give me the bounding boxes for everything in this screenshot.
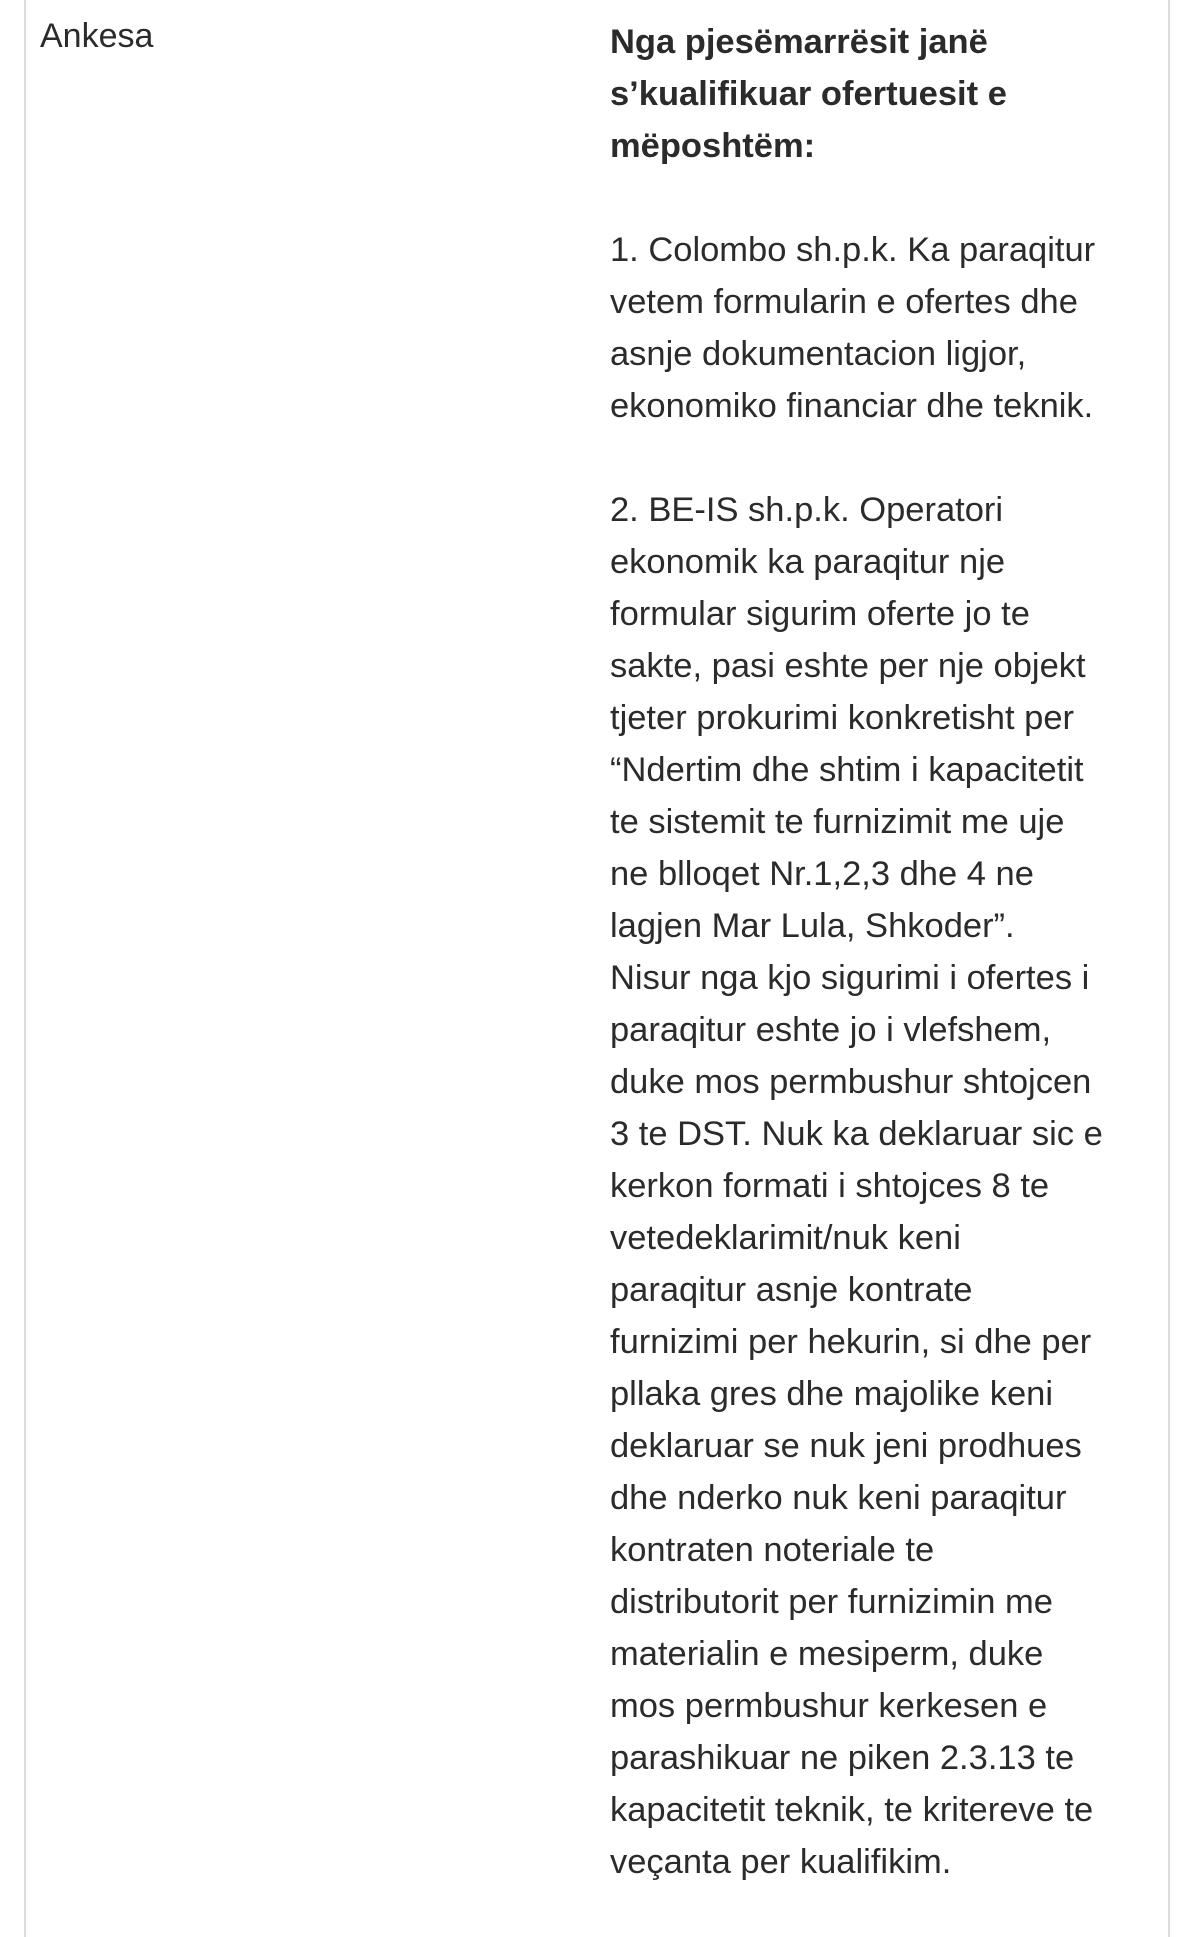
paragraph-be-is: 2. BE-IS sh.p.k. Operatori ekonomik ka paraqitur nje formular sigurim oferte jo te sakte, pasi eshte per nje objekt tjeter prokurimi konkretisht per “Ndertim dhe shtim i kapacitetit te sistemit te furnizimit me uje ne blloqet Nr.1,2,3 dhe 4 ne lagjen Mar Lula, Shkoder”. Nisur nga kjo sigurimi i ofertes i paraqitur eshte jo i vlefshem, duke mos permbushur shtojcen 3 te DST. Nuk ka deklaruar sic e kerkon formati i shtojces 8 te vetedeklarimit/nuk keni paraqitur asnje kontrate furnizimi per hekurin, si dhe per pllaka gres dhe majolike keni deklaruar se nuk jeni prodhues dhe nderko nuk keni paraqitur kontraten noteriale te distributorit per furnizimin me materialin e mesiperm, duke mos permbushur kerkesen e parashikuar ne piken 2.3.13 te kapacitetit teknik, te kritereve te veçanta per kualifikim. [610, 491, 1103, 1881]
paragraph-colombo: 1. Colombo sh.p.k. Ka paraqitur vetem formularin e ofertes dhe asnje dokumentacion ligjor, ekonomiko financiar dhe teknik. [610, 231, 1096, 425]
row-label: Ankesa [40, 17, 154, 55]
content-heading: Nga pjesëmarrësit janë s’kualifikuar ofertuesit e mëposhtëm: [610, 23, 1007, 165]
row-content [610, 16, 1170, 1888]
